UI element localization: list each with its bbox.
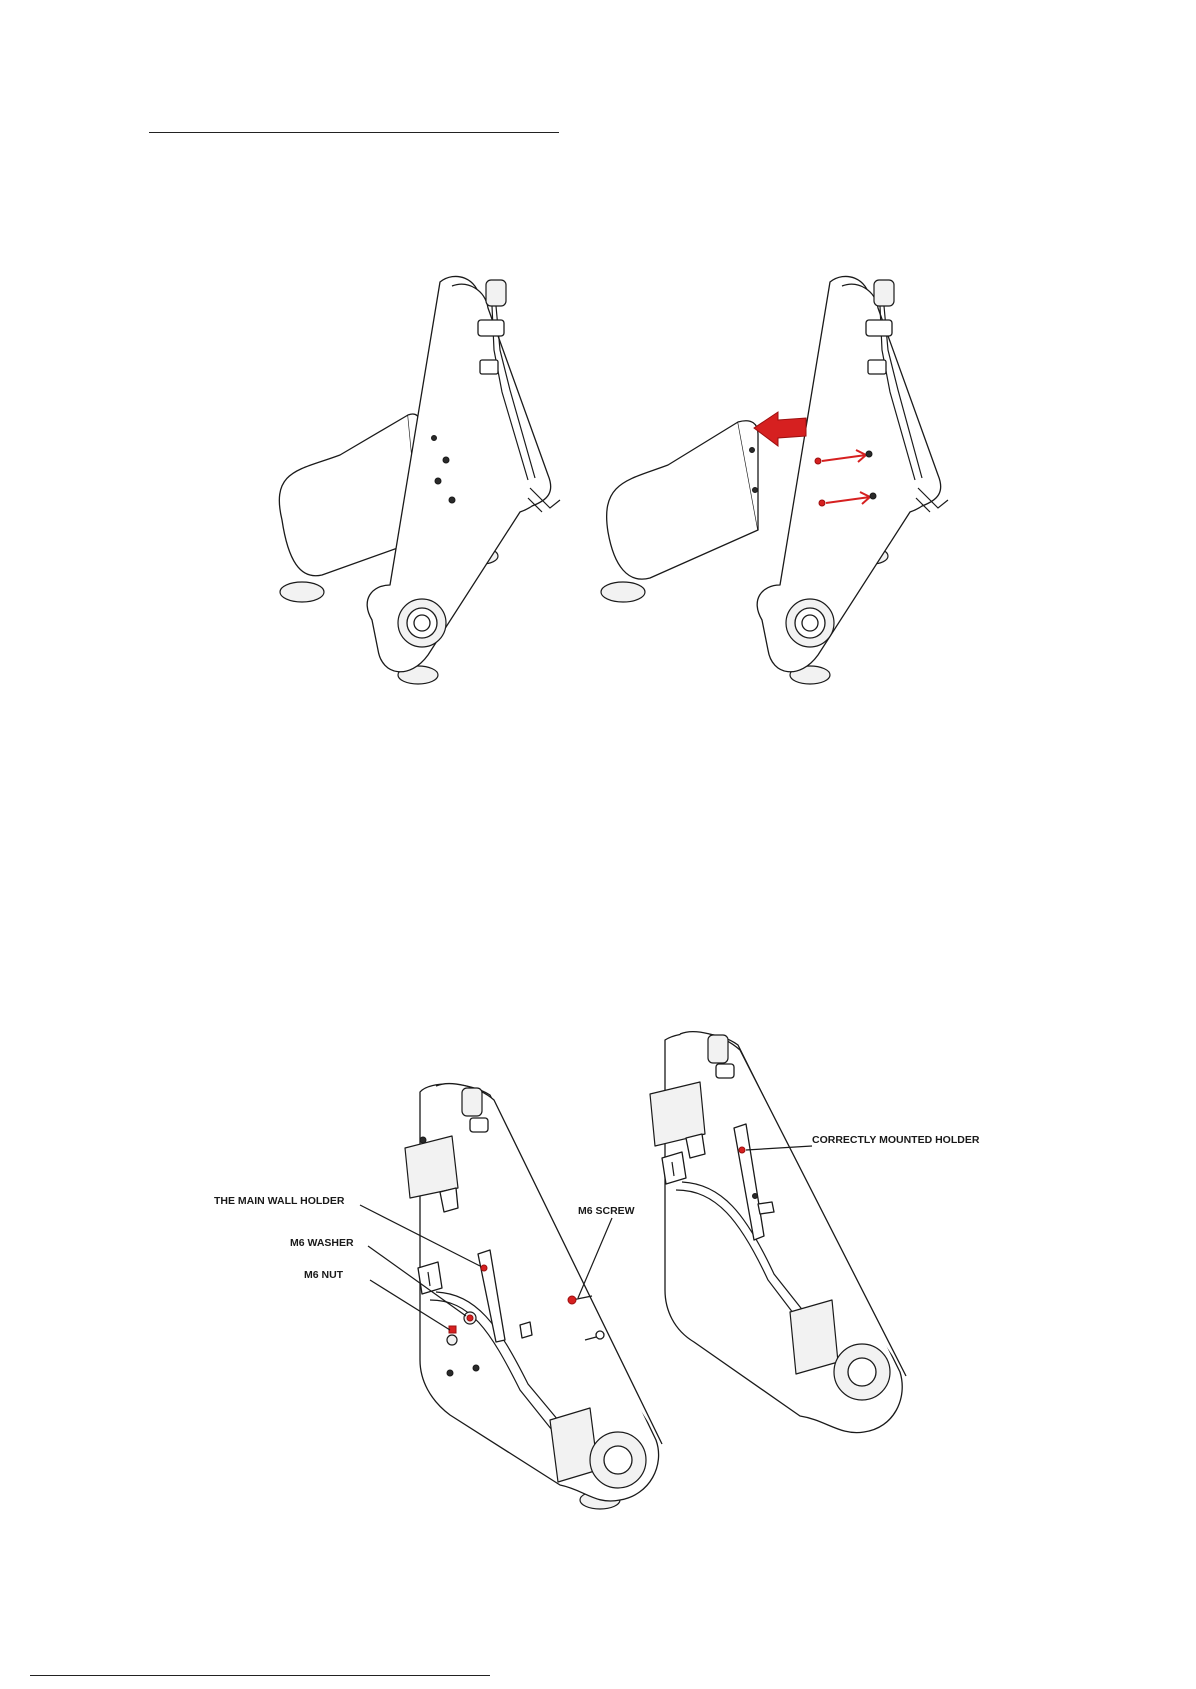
label-m6-screw: M6 SCREW [578,1205,635,1217]
label-main-wall-holder: THE MAIN WALL HOLDER [214,1195,345,1207]
label-correctly-mounted: CORRECTLY MOUNTED HOLDER [812,1134,980,1146]
label-m6-washer: M6 WASHER [290,1237,354,1249]
frame-mounted [650,1032,906,1433]
footer-divider [30,1675,490,1676]
leader-m6-screw [578,1218,612,1298]
label-m6-nut: M6 NUT [304,1269,344,1281]
frame-exploded [405,1084,662,1509]
